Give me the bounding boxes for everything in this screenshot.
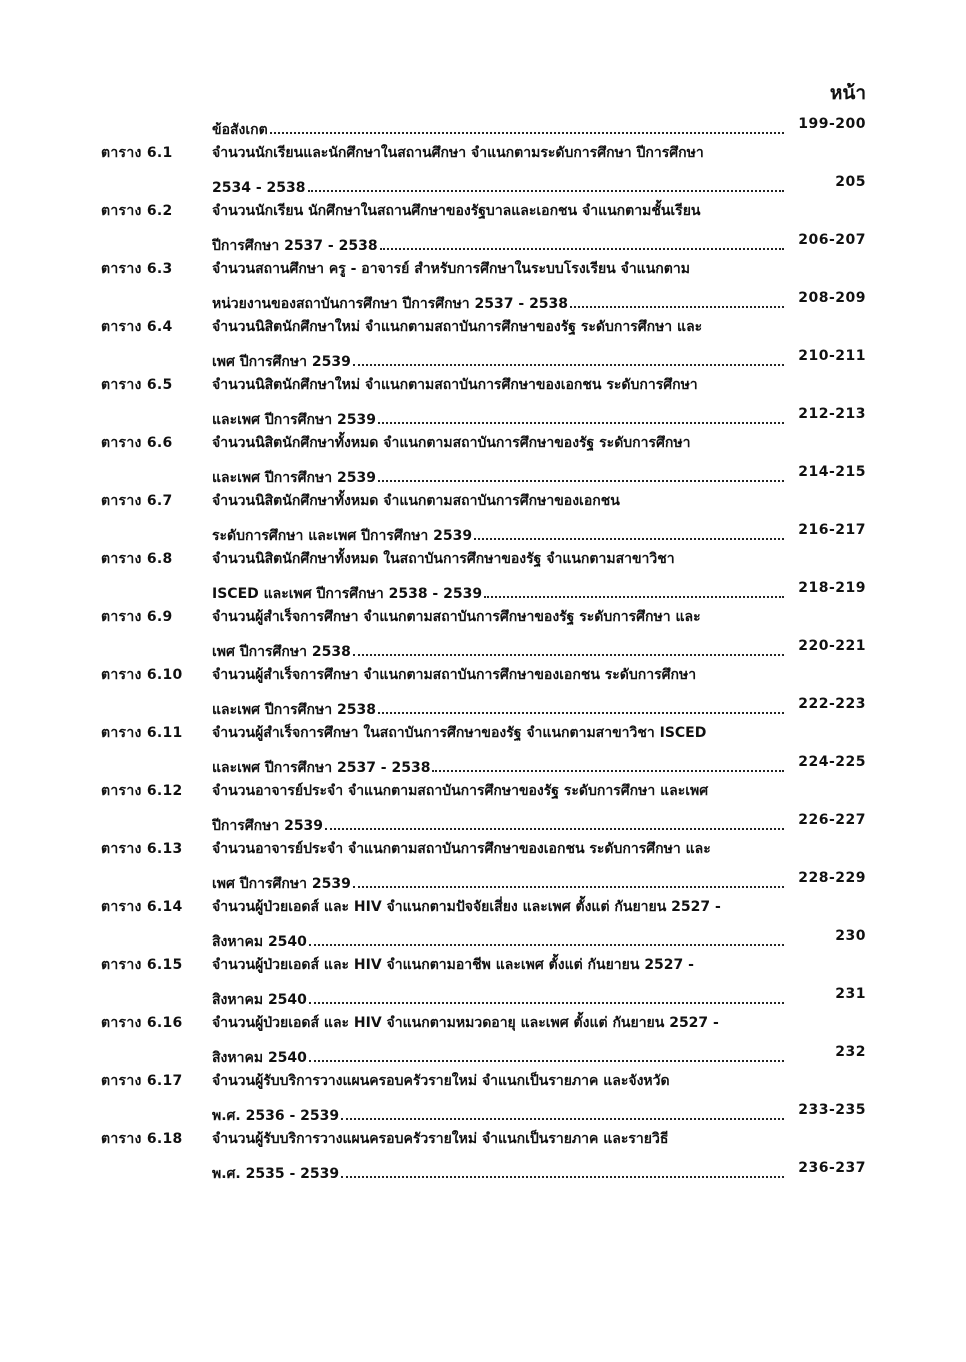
dot-leader: [341, 1174, 784, 1178]
toc-entry: [0, 893, 966, 951]
toc-title-line-2: 2534 - 2538: [212, 180, 306, 196]
toc-entry: [0, 777, 966, 835]
toc-entry: [0, 139, 966, 197]
toc-entry: [0, 313, 966, 371]
page-number: 226-227: [798, 812, 866, 828]
toc-entry-first-line: [0, 429, 966, 458]
page-number: 208-209: [798, 290, 866, 306]
dot-leader: [353, 652, 784, 656]
table-number-label: ตาราง 6.7: [101, 493, 173, 509]
toc-title-line-1: จำนวนผู้รับบริการวางแผนครอบครัวรายใหม่ จำแนกเป็นรายภาค และรายวิธี: [212, 1131, 669, 1147]
toc-entry-first-line: [0, 1009, 966, 1038]
toc-entry-first-line: [0, 139, 966, 168]
page-number: 218-219: [798, 580, 866, 596]
toc-title-line-1: จำนวนผู้สำเร็จการศึกษา ในสถาบันการศึกษาของรัฐ จำแนกตามสาขาวิชา ISCED: [212, 725, 707, 741]
page-number: 210-211: [798, 348, 866, 364]
table-number-label: ตาราง 6.15: [101, 957, 183, 973]
page-number: 224-225: [798, 754, 866, 770]
toc-title-line-1: จำนวนนักเรียน นักศึกษาในสถานศึกษาของรัฐบาลและเอกชน จำแนกตามชั้นเรียน: [212, 203, 701, 219]
toc-entry: [0, 719, 966, 777]
page-number: 231: [835, 986, 866, 1002]
toc-entry-last-line: [0, 574, 966, 603]
toc-title-line-2: ISCED และเพศ ปีการศึกษา 2538 - 2539: [212, 586, 483, 602]
toc-title-line-1: จำนวนผู้ป่วยเอดส์ และ HIV จำแนกตามอาชีพ และเพศ ตั้งแต่ กันยายน 2527 -: [212, 957, 694, 973]
toc-title-line-2: พ.ศ. 2536 - 2539: [212, 1108, 340, 1124]
toc-entry-first-line: [0, 893, 966, 922]
toc-entry-last-line: [0, 1038, 966, 1067]
toc-entry-first-line: [0, 1125, 966, 1154]
toc-entry-first-line: [0, 371, 966, 400]
toc-title-line-2: ข้อสังเกต: [212, 122, 268, 138]
dot-leader: [325, 826, 784, 830]
table-number-label: ตาราง 6.13: [101, 841, 183, 857]
toc-title-line-2: ปีการศึกษา 2537 - 2538: [212, 238, 378, 254]
page-number: 206-207: [798, 232, 866, 248]
toc-title-line-1: จำนวนนิสิตนักศึกษาทั้งหมด ในสถาบันการศึกษาของรัฐ จำแนกตามสาขาวิชา: [212, 551, 675, 567]
toc-title-line-1: จำนวนนิสิตนักศึกษาใหม่ จำแนกตามสถาบันการศึกษาของรัฐ ระดับการศึกษา และ: [212, 319, 703, 335]
toc-entry: [0, 110, 966, 139]
dot-leader: [308, 188, 785, 192]
dot-leader: [380, 246, 784, 250]
toc-title-line-1: จำนวนผู้สำเร็จการศึกษา จำแนกตามสถาบันการศึกษาของเอกชน ระดับการศึกษา: [212, 667, 697, 683]
toc-entry: [0, 255, 966, 313]
table-number-label: ตาราง 6.2: [101, 203, 173, 219]
toc-entry-last-line: [0, 690, 966, 719]
toc-title-line-1: จำนวนผู้รับบริการวางแผนครอบครัวรายใหม่ จำแนกเป็นรายภาค และจังหวัด: [212, 1073, 670, 1089]
page-number: 236-237: [798, 1160, 866, 1176]
toc-entry-last-line: [0, 458, 966, 487]
toc-entry-first-line: [0, 777, 966, 806]
toc-entry-last-line: [0, 864, 966, 893]
toc-entry: [0, 371, 966, 429]
toc-entry-last-line: [0, 110, 966, 139]
toc-entry: [0, 429, 966, 487]
toc-entry-last-line: [0, 342, 966, 371]
toc-entry-first-line: [0, 661, 966, 690]
page-number: 222-223: [798, 696, 866, 712]
toc-entry-last-line: [0, 632, 966, 661]
table-number-label: ตาราง 6.11: [101, 725, 183, 741]
toc-title-line-2: เพศ ปีการศึกษา 2538: [212, 644, 351, 660]
dot-leader: [378, 478, 784, 482]
toc-title-line-2: และเพศ ปีการศึกษา 2537 - 2538: [212, 760, 431, 776]
page-number: 230: [835, 928, 866, 944]
toc-entry-first-line: [0, 719, 966, 748]
toc-entry-last-line: [0, 284, 966, 313]
page-number: 216-217: [798, 522, 866, 538]
toc-entry-first-line: [0, 197, 966, 226]
toc-entry-last-line: [0, 400, 966, 429]
toc-title-line-1: จำนวนสถานศึกษา ครู - อาจารย์ สำหรับการศึกษาในระบบโรงเรียน จำแนกตาม: [212, 261, 690, 277]
toc-entry-last-line: [0, 806, 966, 835]
page-number: 205: [835, 174, 866, 190]
toc-entry-first-line: [0, 603, 966, 632]
toc-entry: [0, 197, 966, 255]
page-column-header: หน้า: [829, 82, 866, 104]
toc-entry: [0, 603, 966, 661]
toc-entry: [0, 835, 966, 893]
toc-title-line-2: สิงหาคม 2540: [212, 992, 307, 1008]
toc-entry: [0, 661, 966, 719]
toc-entry: [0, 1125, 966, 1183]
dot-leader: [353, 884, 784, 888]
toc-entry-first-line: [0, 255, 966, 284]
toc-title-line-2: ปีการศึกษา 2539: [212, 818, 324, 834]
toc-title-line-2: เพศ ปีการศึกษา 2539: [212, 876, 351, 892]
toc-entry-last-line: [0, 1154, 966, 1183]
toc-title-line-1: จำนวนนักเรียนและนักศึกษาในสถานศึกษา จำแนกตามระดับการศึกษา ปีการศึกษา: [212, 145, 704, 161]
table-number-label: ตาราง 6.1: [101, 145, 173, 161]
toc-title-line-2: และเพศ ปีการศึกษา 2539: [212, 412, 376, 428]
toc-entry-last-line: [0, 1096, 966, 1125]
toc-entry-last-line: [0, 980, 966, 1009]
toc-title-line-2: และเพศ ปีการศึกษา 2539: [212, 470, 376, 486]
dot-leader: [353, 362, 784, 366]
table-number-label: ตาราง 6.9: [101, 609, 173, 625]
table-number-label: ตาราง 6.18: [101, 1131, 183, 1147]
toc-title-line-2: สิงหาคม 2540: [212, 1050, 307, 1066]
page-number: 228-229: [798, 870, 866, 886]
dot-leader: [270, 130, 784, 134]
toc-title-line-1: จำนวนผู้ป่วยเอดส์ และ HIV จำแนกตามปัจจัยเสี่ยง และเพศ ตั้งแต่ กันยายน 2527 -: [212, 899, 721, 915]
toc-entry: [0, 487, 966, 545]
toc-entry-first-line: [0, 545, 966, 574]
toc-title-line-2: ระดับการศึกษา และเพศ ปีการศึกษา 2539: [212, 528, 473, 544]
toc-entry-last-line: [0, 922, 966, 951]
toc-title-line-1: จำนวนนิสิตนักศึกษาทั้งหมด จำแนกตามสถาบันการศึกษาของเอกชน: [212, 493, 620, 509]
toc-title-line-2: หน่วยงานของสถาบันการศึกษา ปีการศึกษา 2537 - 2538: [212, 296, 569, 312]
toc-entry: [0, 951, 966, 1009]
page-number: 214-215: [798, 464, 866, 480]
table-number-label: ตาราง 6.14: [101, 899, 183, 915]
page-number: 212-213: [798, 406, 866, 422]
dot-leader-line: [212, 1154, 784, 1189]
dot-leader: [378, 420, 784, 424]
toc-title-line-1: จำนวนผู้ป่วยเอดส์ และ HIV จำแนกตามหมวดอายุ และเพศ ตั้งแต่ กันยายน 2527 -: [212, 1015, 719, 1031]
toc-title-line-1: จำนวนอาจารย์ประจำ จำแนกตามสถาบันการศึกษาของรัฐ ระดับการศึกษา และเพศ: [212, 783, 709, 799]
toc-entry-first-line: [0, 313, 966, 342]
toc-title-line-2: สิงหาคม 2540: [212, 934, 307, 950]
dot-leader: [309, 1000, 784, 1004]
toc-title-line-1: จำนวนนิสิตนักศึกษาทั้งหมด จำแนกตามสถาบันการศึกษาของรัฐ ระดับการศึกษา: [212, 435, 691, 451]
table-of-contents: [0, 110, 966, 1183]
dot-leader: [432, 768, 784, 772]
table-number-label: ตาราง 6.6: [101, 435, 173, 451]
page-number: 220-221: [798, 638, 866, 654]
toc-title-line-2: พ.ศ. 2535 - 2539: [212, 1166, 340, 1182]
toc-entry: [0, 545, 966, 603]
dot-leader: [474, 536, 784, 540]
page-number: 233-235: [798, 1102, 866, 1118]
table-number-label: ตาราง 6.16: [101, 1015, 183, 1031]
page-number: 199-200: [798, 116, 866, 132]
toc-entry-last-line: [0, 168, 966, 197]
dot-leader: [378, 710, 784, 714]
toc-entry-first-line: [0, 487, 966, 516]
toc-entry-first-line: [0, 835, 966, 864]
toc-title-line-1: จำนวนนิสิตนักศึกษาใหม่ จำแนกตามสถาบันการศึกษาของเอกชน ระดับการศึกษา: [212, 377, 698, 393]
table-number-label: ตาราง 6.3: [101, 261, 173, 277]
page-number: 232: [835, 1044, 866, 1060]
dot-leader: [484, 594, 784, 598]
toc-entry-first-line: [0, 951, 966, 980]
table-number-label: ตาราง 6.8: [101, 551, 173, 567]
table-number-label: ตาราง 6.10: [101, 667, 183, 683]
toc-title-line-1: จำนวนอาจารย์ประจำ จำแนกตามสถาบันการศึกษาของเอกชน ระดับการศึกษา และ: [212, 841, 711, 857]
toc-entry-last-line: [0, 226, 966, 255]
table-number-label: ตาราง 6.12: [101, 783, 183, 799]
toc-entry-last-line: [0, 516, 966, 545]
dot-leader: [309, 1058, 784, 1062]
dot-leader: [341, 1116, 784, 1120]
toc-entry: [0, 1067, 966, 1125]
table-number-label: ตาราง 6.4: [101, 319, 173, 335]
toc-entry-last-line: [0, 748, 966, 777]
table-number-label: ตาราง 6.5: [101, 377, 173, 393]
dot-leader: [570, 304, 784, 308]
toc-entry: [0, 1009, 966, 1067]
toc-title-line-2: และเพศ ปีการศึกษา 2538: [212, 702, 376, 718]
toc-entry-first-line: [0, 1067, 966, 1096]
toc-title-line-2: เพศ ปีการศึกษา 2539: [212, 354, 351, 370]
dot-leader: [309, 942, 784, 946]
toc-title-line-1: จำนวนผู้สำเร็จการศึกษา จำแนกตามสถาบันการศึกษาของรัฐ ระดับการศึกษา และ: [212, 609, 701, 625]
table-number-label: ตาราง 6.17: [101, 1073, 183, 1089]
